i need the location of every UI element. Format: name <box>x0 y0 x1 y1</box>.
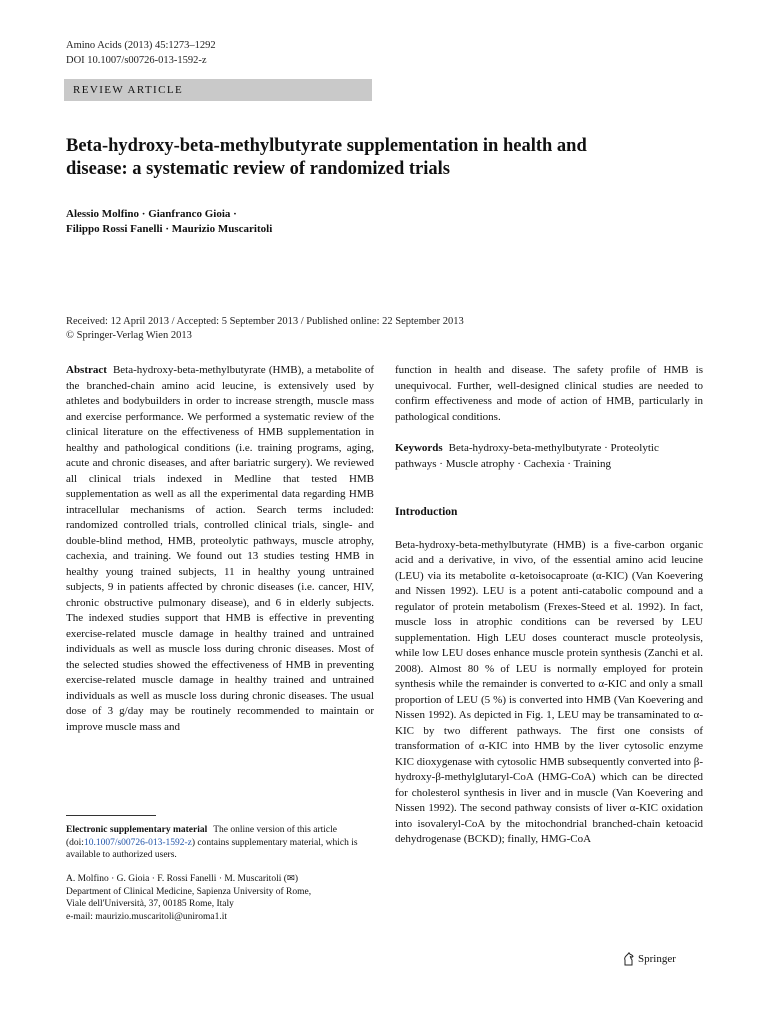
springer-horse-icon <box>622 952 635 966</box>
journal-citation: Amino Acids (2013) 45:1273–1292 <box>66 40 216 51</box>
keywords <box>395 441 703 472</box>
publisher-logo <box>622 952 676 966</box>
author-line-1: Alessio Molfino · Gianfranco Gioia · <box>66 208 237 220</box>
abstract-label: Abstract <box>66 364 107 376</box>
publication-dates <box>66 315 706 343</box>
esm-text-2: ) contains supplementary material, which is available to authorized users. <box>66 837 358 860</box>
abstract-section <box>66 363 374 735</box>
publisher-name: Springer <box>638 953 676 965</box>
supplementary-note <box>66 824 374 862</box>
esm-text-1: The online version of this article (doi: <box>66 825 337 848</box>
keywords-label: Keywords <box>395 442 443 454</box>
abstract-text: Beta-hydroxy-beta-methylbutyrate (HMB), a metabolite of the branched-chain amino acid leucine, is extensively used by athletes and bodybuilders in order to increase strength, muscle mass and exercise performance. We performed a systematic review of the clinical literature on the effectiveness of HMB supplementation in healthy and pathological conditions (i.e. training programs, aging, acute and chronic diseases, and after bariatric surgery). We reviewed all clinical trials indexed in Medline that tested HMB supplementation as well as all the experimental data regarding HMB intracellular mechanisms of action. Search terms included: randomized controlled trials, controlled clinical trials, single- and double-blind method, HMB, proteolytic pathways, muscle atrophy, cachexia, and training. We found out 13 studies testing HMB in healthy young trained subjects, 11 in healthy young untrained subjects, 9 in patients affected by chronic diseases (i.e. cancer, HIV, chronic obstructive pulmonary disease), and 6 in elderly subjects. The indexed studies support that HMB is effective in preventing exercise-related muscle damage in healthy trained and untrained individuals as well as muscle loss during chronic diseases. Most of the selected studies showed the effectiveness of HMB in preventing exercise-related muscle damage in healthy trained and untrained individuals as well as muscle loss during chronic diseases. The usual dose of 3 g/day may be routinely recommended to maintain or improve muscle mass and <box>66 364 374 733</box>
affiliation-names: A. Molfino · G. Gioia · F. Rossi Fanelli · M. Muscaritoli (✉) <box>66 874 299 884</box>
copyright: © Springer-Verlag Wien 2013 <box>66 330 192 341</box>
paper-title: Beta-hydroxy-beta-methylbutyrate supplementation in health and disease: a systematic review of randomized trials <box>66 136 587 179</box>
introduction-heading: Introduction <box>395 506 458 518</box>
footnote-divider <box>66 815 156 816</box>
affiliation-address: Viale dell'Università, 37, 00185 Rome, Italy <box>66 899 234 909</box>
introduction-text: Beta-hydroxy-beta-methylbutyrate (HMB) is a five-carbon organic acid and a derivative, in vivo, of the essential amino acid leucine (LEU) via its metabolite α-ketoisocaproate (α-KIC) (Van Koevering and Nissen 1992). LEU is a potent anti-catabolic compound and a regulator of protein metabolism (Frexes-Steed et al. 1992). In fact, muscle loss in atrophic conditions can be reversed by LEU supplementation. High LEU doses counteract muscle proteolysis, while low LEU doses enhance muscle protein synthesis (Zanchi et al. 2008). Almost 80 % of LEU is normally employed for protein synthesis while the remainder is converted to α-KIC and only a small proportion of LEU (5 %) is converted into HMB (Van Koevering and Nissen 1992). As depicted in Fig. 1, LEU may be transaminated to α-KIC by two different pathways. The first one consists of transformation of α-KIC into HMB by the liver cytosolic enzyme KIC dioxygenase with cytosolic HMB subsequently converted into β-hydroxy-β-methylglutaryl-CoA (HMG-CoA) which can be directed for cholesterol synthesis in liver and in muscle (Van Koevering and Nissen 1992). The second pathway consists of liver α-KIC oxidation into isovaleryl-CoA by the mitochondrial branched-chain ketoacid dehydrogenase (BCKD); finally, HMG-CoA <box>395 538 703 845</box>
esm-label: Electronic supplementary material <box>66 825 208 835</box>
article-type-badge: REVIEW ARTICLE <box>64 79 372 101</box>
affiliation-email: e-mail: maurizio.muscaritoli@uniroma1.it <box>66 911 227 922</box>
keywords-text: Beta-hydroxy-beta-methylbutyrate · Proteolytic pathways · Muscle atrophy · Cachexia · Training <box>395 442 659 470</box>
affiliation <box>66 873 374 923</box>
affiliation-dept: Department of Clinical Medicine, Sapienza University of Rome, <box>66 886 312 897</box>
abstract-continuation: function in health and disease. The safety profile of HMB is unequivocal. Further, well-designed clinical studies are needed to confirm effectiveness and mode of action of HMB, particularly in pathological conditions. <box>395 364 703 423</box>
doi: DOI 10.1007/s00726-013-1592-z <box>66 55 207 66</box>
esm-doi-link[interactable]: 10.1007/s00726-013-1592-z <box>83 837 192 848</box>
author-list <box>66 207 486 237</box>
right-column <box>395 363 703 848</box>
received-accepted-published: Received: 12 April 2013 / Accepted: 5 September 2013 / Published online: 22 September 2013 <box>66 316 464 327</box>
author-line-2: Filippo Rossi Fanelli · Maurizio Muscaritoli <box>66 223 273 235</box>
